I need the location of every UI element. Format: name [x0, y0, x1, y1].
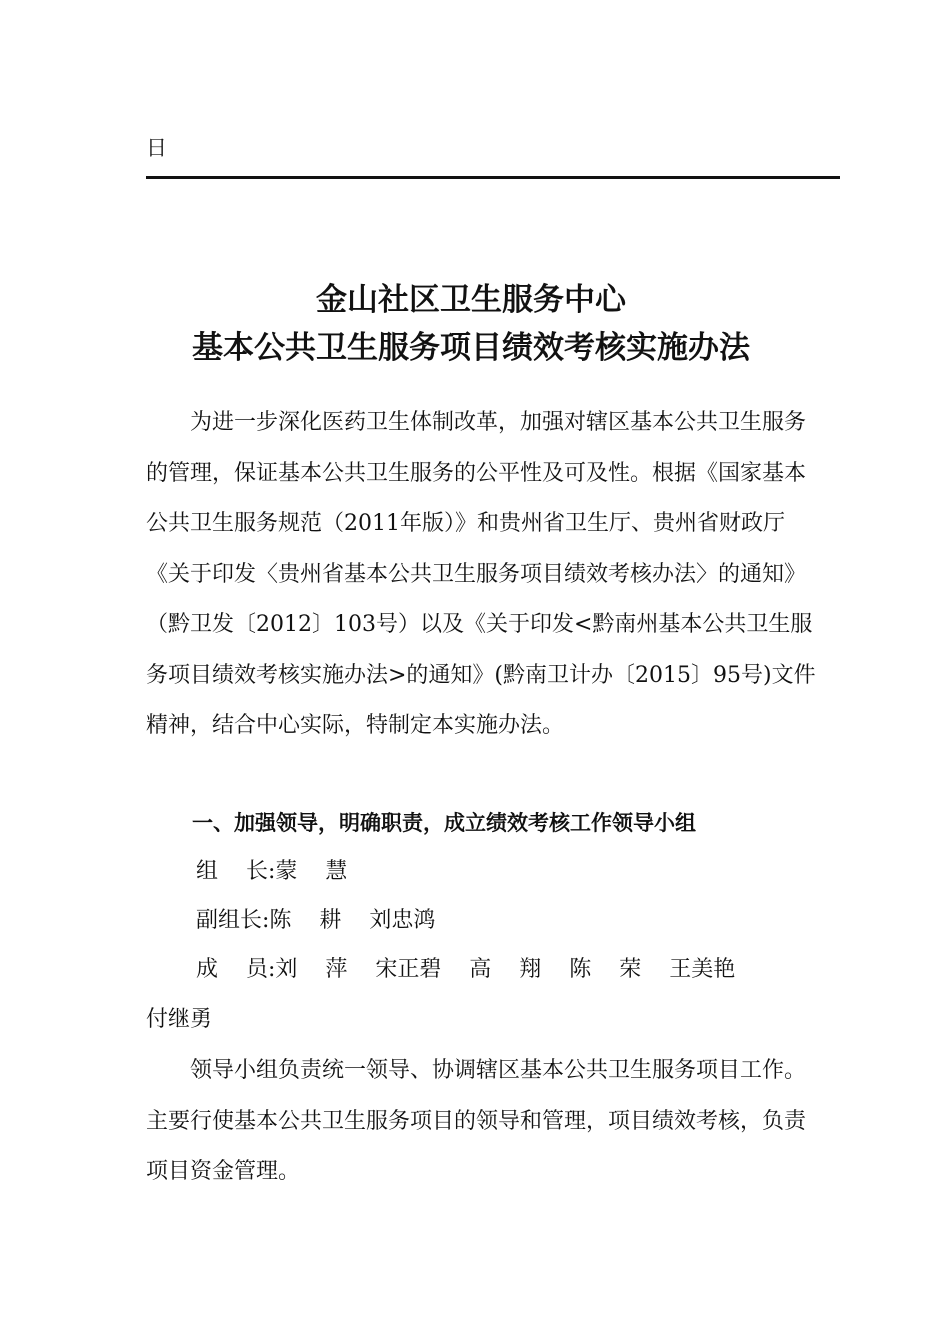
section-heading: 一、加强领导，明确职责，成立绩效考核工作领导小组: [192, 811, 696, 835]
intro-paragraph: 为进一步深化医药卫生体制改革，加强对辖区基本公共卫生服务的管理，保证基本公共卫生服务的公平性及可及性。根据《国家基本公共卫生服务规范（2011年版）》和贵州省卫生厅、贵州省财政厅《关于印发〈贵州省基本公共卫生服务项目绩效考核办法〉的通知》（黔卫发〔2012〕103号）以及《关于印发<黔南州基本公共卫生服务项目绩效考核实施办法>的通知》(黔南卫计办〔2015〕95号)文件精神，结合中心实际，特制定本实施办法。: [146, 410, 816, 738]
header-fragment-text: 日: [146, 136, 167, 160]
document-title-line2: 基本公共卫生服务项目绩效考核实施办法: [192, 330, 750, 366]
header-rule: [146, 176, 840, 179]
member-row-deputy: 副组长:陈 耕 刘忠鸿: [196, 908, 436, 933]
member-row-leader: 组 长:蒙 慧: [196, 859, 348, 884]
document-title-line1: 金山社区卫生服务中心: [316, 282, 626, 318]
member-row-members-continued: 付继勇: [146, 1007, 213, 1032]
member-row-members: 成 员:刘 萍 宋正碧 高 翔 陈 荣 王美艳: [196, 957, 736, 982]
duty-paragraph: 领导小组负责统一领导、协调辖区基本公共卫生服务项目工作。主要行使基本公共卫生服务项目的领导和管理，项目绩效考核，负责项目资金管理。: [146, 1058, 807, 1184]
